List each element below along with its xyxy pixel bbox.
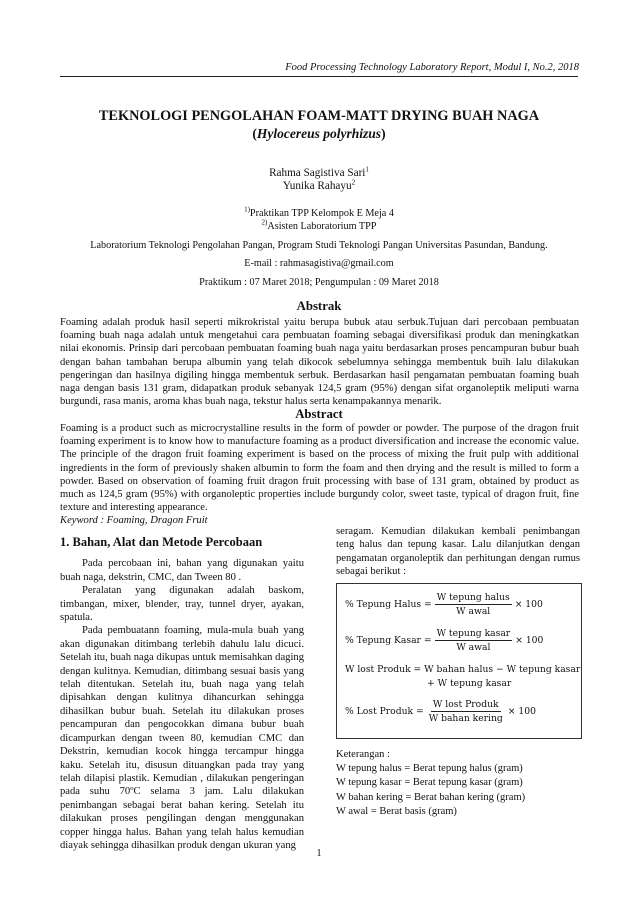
affiliation-sup: 2) [261,218,268,227]
email-line: E-mail : rahmasagistiva@gmail.com [244,258,394,269]
affiliation-2 [60,218,578,232]
keywords: Keyword : Foaming, Dragon Fruit [60,515,208,527]
affiliation-1 [60,205,578,219]
formula-rhs: × 100 [507,706,536,717]
formula-rhs: × 100 [515,635,544,646]
abstrak-text: Foaming adalah produk hasil seperti mikrokristal yaitu berupa bubuk atau serbuk.Tujuan dari percobaan pembuatan foaming buah naga adalah untuk mengetahui cara pembuatan foaming sebagai diversifikasi produk dan meningkatkan nilai ekonomis. Prinsip dari percobaan pembuatan foaming buah naga yaitu berdasarkan proses pencampuran bubur buah dengan bahan tambahan berupa albumin yang telah dikocok sebelumnya sehingga membentuk buih lalu dilakukan pengeringan dan hasilnya digiling hingga membentuk serbuk. Berdasarkan hasil pengamatan pembuatan foaming buah naga dengan basis 131 gram, didapatkan produk sebanyak 124,5 gram (95%) dengan sifat organoleptik meliputi warna burgundi, rasa manis, aroma khas buah naga, tekstur halus serta kenampakannya menarik. [60,317,579,408]
page-number: 1 [316,848,322,859]
affiliation-sup: 1) [244,205,250,214]
affiliation-text: Praktikan TPP Kelompok E Meja 4 [249,208,394,219]
formula-lhs: % Tepung Halus = [345,599,432,610]
keterangan-item: W tepung halus = Berat tepung halus (gram) [336,763,523,775]
lab-line: Laboratorium Teknologi Pengolahan Pangan, Program Studi Teknologi Pangan Universitas Pasundan, Bandung. [90,240,548,251]
formula-fraction [435,628,513,653]
abstract-text: Foaming is a product such as microcrystalline results in the form of powder or powder. The purpose of the dragon fruit foaming experiment is to know how to manufacture foaming as a product diversification and increase the economic value. The principle of the dragon fruit foaming experiment is based on the process of mixing the fruit pulp with additional ingredients in the form of previously shaken albumin to form the foam and then drying and the result is milled to form a powder. Based on observation of foaming fruit dragon fruit processing with base of 131 gram, obtained by product as much as 124,5 gram (95%) with organoleptic properties include burgundy color, sweet taste, typical of dragon fruit, fine texture and interesting appearance. [60,423,579,514]
keterangan-item: W bahan kering = Berat bahan kering (gram) [336,791,526,803]
section-heading: 1. Bahan, Alat dan Metode Percobaan [60,535,263,549]
formula-box [336,583,582,739]
formula-numerator: W tepung kasar [436,628,511,639]
paper-subtitle [60,126,578,142]
right-column [336,525,580,579]
keterangan-heading: Keterangan : [336,749,390,760]
formula-fraction [427,699,505,724]
author-sup: 1 [365,165,369,174]
formula-numerator: W tepung halus [436,592,510,603]
keterangan-item: W awal = Berat basis (gram) [336,805,457,817]
abstrak-heading: Abstrak [296,299,342,313]
paper-title: TEKNOLOGI PENGOLAHAN FOAM-MATT DRYING BUAH NAGA [98,108,540,124]
author-name: Yunika Rahayu [282,180,352,192]
header-rule [60,76,578,77]
formula-lhs: % Lost Produk = [345,706,424,717]
formula-lost-line1: W lost Produk = W bahan halus − W tepung kasar [345,664,581,675]
formula-lost-line2: + W tepung kasar [427,678,512,689]
subtitle-close: ) [381,126,386,141]
author-2 [60,180,578,192]
paragraph-alat: Peralatan yang digunakan adalah baskom, timbangan, mixer, blender, tray, tunnel dryer, ayakan, spatula. [60,585,304,624]
keterangan-item: W tepung kasar = Berat tepung kasar (gram) [336,777,523,789]
paragraph-metode: Pada pembuatann foaming, mula-mula buah yang akan digunakan ditimbang terlebih dahulu lalu dicuci. Setelah itu, buah naga dikupas untuk memisahkan daging dengan kulitnya. Kemudian, ditimbang sesuai basis yang telah ditentukan. Setelah itu, buah naga yang telah dipisahkan dengan kulitnya dihancurkan sehingga dihasilkan bubur buah. Setelah itu dilakukan proses pencampuran dan pengocokkan dimana bubur buah dicampurkan dengan tween 80, kemudian CMC dan Dekstrin, kemudian kocok hingga tercampur hingga kaku. Setelah itu, disusun dituangkan pada tray yang telah dilapisi plastik. Kemudian , dilakukan pengeringan pada suhu 70ºC selama 3 jam. Lalu dilakukan penimbangan sebagai berat bahan kering. Setelah itu dilakukan proses pengilingan dengan menggunakan copper hingga halus. Bahan yang telah halus kemudian diayak sehingga dihasilkan produk dengan ukuran yang [60,625,304,851]
author-name: Rahma Sagistiva Sari [269,167,366,179]
formula-denominator: W bahan kering [428,713,503,724]
subtitle-species: Hylocereus polyrhizus [256,126,382,141]
left-column [60,536,304,852]
affiliation-text: Asisten Laboratorium TPP [267,221,377,232]
abstract-body [60,422,579,528]
dates-line: Praktikum : 07 Maret 2018; Pengumpulan : 09 Maret 2018 [199,277,439,288]
formula-lhs: % Tepung Kasar = [345,635,432,646]
formula-rhs: × 100 [514,599,543,610]
formula-fraction [435,592,512,617]
formula-lost-produk [345,699,536,724]
formula-tepung-kasar [345,628,543,653]
formula-tepung-halus [345,592,543,617]
formula-numerator: W lost Produk [432,699,499,710]
author-1 [60,167,578,179]
subtitle-open: ( [252,126,257,141]
formula-denominator: W awal [456,642,491,653]
abstract-heading: Abstract [295,407,343,421]
keterangan [336,748,525,819]
running-header: Food Processing Technology Laboratory Report, Modul I, No.2, 2018 [285,62,579,73]
paragraph-continued: seragam. Kemudian dilakukan kembali penimbangan teng halus dan tepung kasar. Lalu dilanjutkan dengan pengamatan organoleptik dan perhitungan dengan rumus sebagai berikut : [336,526,580,578]
paragraph-bahan: Pada percobaan ini, bahan yang digunakan yaitu buah naga, dekstrin, CMC, dan Tween 80 . [60,558,304,583]
author-sup: 2 [351,178,356,187]
formula-denominator: W awal [456,606,491,617]
